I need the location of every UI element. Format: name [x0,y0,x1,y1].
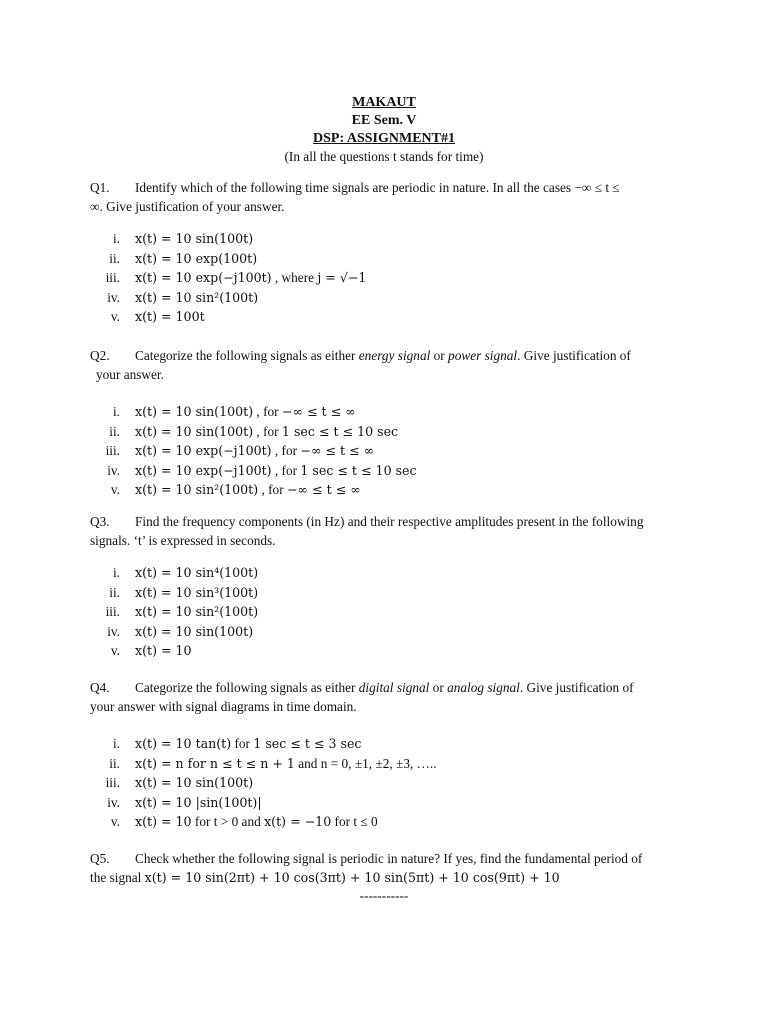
question-text-cont: your answer with signal diagrams in time domain. [90,699,357,714]
list-item: i. x(t) = 10 sin(100t) , for −∞ ≤ t ≤ ∞ [112,404,356,419]
list-item: i. x(t) = 10 sin(100t) [112,231,254,246]
list-item: ii. x(t) = 10 exp(100t) [109,250,258,266]
question-number: Q5. [90,851,110,866]
list-item: i. x(t) = 10 tan(t) for 1 sec ≤ t ≤ 3 sec [112,736,362,751]
question-number: Q3. [90,514,110,529]
semester-title: EE Sem. V [351,113,417,128]
header-note: (In all the questions t stands for time) [284,149,484,164]
list-item: iv. x(t) = 10 sin(100t) [107,623,254,639]
list-item: iii. x(t) = 10 sin²(100t) [105,604,259,619]
list-item: iii. x(t) = 10 sin(100t) [105,775,254,790]
question-text: Identify which of the following time signals are periodic in nature. In all the cases −∞ ≤ t ≤ [135,180,620,195]
list-item: ii. x(t) = 10 sin(100t) , for 1 sec ≤ t ≤ 10 sec [109,423,399,439]
question-1 [90,178,678,216]
question-number: Q1. [90,180,110,195]
list-item: iii. x(t) = 10 exp(−j100t) , where j = √−1 [105,270,367,285]
question-text: Check whether the following signal is periodic in nature? If yes, find the fundamental period of [135,851,643,866]
question-text-cont: ∞. Give justification of your answer. [90,199,285,214]
question-2: Q2. Categorize the following signals as either energy signal or power signal. Give justification of your answer. [90,348,631,382]
signal-expression: x(t) = 10 sin(2πt) + 10 cos(3πt) + 10 sin(5πt) + 10 cos(9πt) + 10 [144,870,560,885]
question-text-cont: signals. ‘t’ is expressed in seconds. [90,533,276,548]
list-item: v. x(t) = 10 [110,643,192,658]
question-text: Find the frequency components (in Hz) and their respective amplitudes present in the following [135,514,644,529]
question-text-cont: your answer. [96,367,164,382]
end-divider: ----------- [359,888,409,903]
question-5: Q5. Check whether the following signal is periodic in nature? If yes, find the fundamental period of the signal x(t) = 10 sin(2πt) + 10 cos(3πt) + 10 sin(5πt) + 10 cos(9πt) + 10 [90,851,643,885]
question-number: Q2. [90,348,110,363]
assignment-title: DSP: ASSIGNMENT#1 [313,131,455,146]
document-header [0,94,768,166]
list-item: iii. x(t) = 10 exp(−j100t) , for −∞ ≤ t ≤ ∞ [105,443,375,458]
list-item: iv. x(t) = 10 |sin(100t)| [107,794,262,810]
question-number: Q4. [90,680,110,695]
question-3 [90,512,678,550]
list-item: v. x(t) = 100t [110,309,205,324]
list-item: ii. x(t) = 10 sin³(100t) [109,584,259,600]
list-item: v. x(t) = 10 for t > 0 and x(t) = −10 for t ≤ 0 [110,814,378,829]
question-4: Q4. Categorize the following signals as either digital signal or analog signal. Give justification of your answer with signal diagrams in time domain. [90,680,634,714]
list-item: ii. x(t) = n for n ≤ t ≤ n + 1 and n = 0, ±1, ±2, ±3, ….. [109,755,437,771]
list-item: iv. x(t) = 10 exp(−j100t) , for 1 sec ≤ t ≤ 10 sec [107,462,417,478]
university-title: MAKAUT [352,95,416,110]
list-item: i. x(t) = 10 sin⁴(100t) [112,565,259,580]
list-item: v. x(t) = 10 sin²(100t) , for −∞ ≤ t ≤ ∞ [110,482,361,497]
list-item: iv. x(t) = 10 sin²(100t) [107,289,259,305]
